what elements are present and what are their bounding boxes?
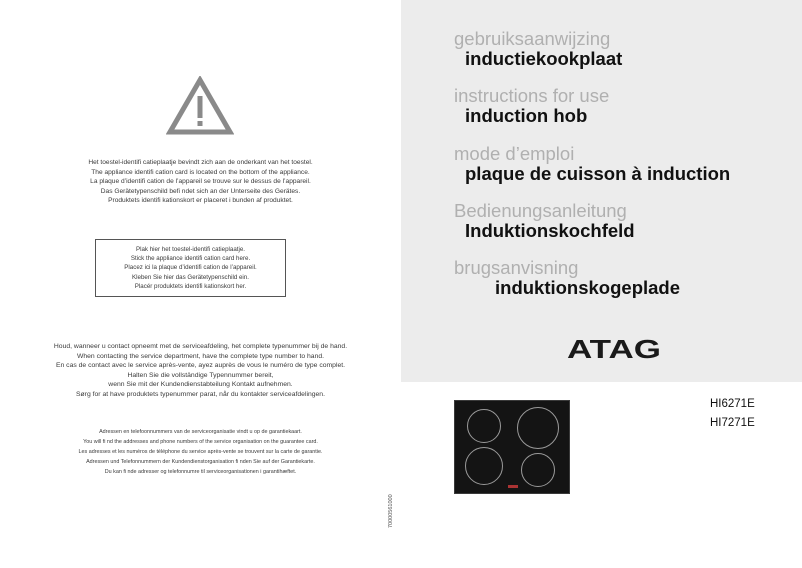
sticker-line: Stick the appliance identifi cation card here. — [130, 255, 251, 263]
manual-type: instructions for use — [454, 85, 610, 106]
product-name: Induktionskochfeld — [465, 220, 635, 241]
notice-line: Produktets identifi kationskort er placeret i bunden af produktet. — [108, 197, 293, 205]
cooking-zone — [517, 407, 559, 449]
model-number: HI6271E — [710, 398, 755, 410]
cooking-zone — [467, 409, 501, 443]
induction-hob-image — [454, 400, 570, 494]
cooking-zone — [465, 447, 503, 485]
contact-line: wenn Sie mit der Kundendienstabteilung Kontakt aufnehmen. — [108, 381, 293, 389]
product-name: inductiekookplaat — [465, 48, 623, 69]
notice-line: La plaque d’identifi cation de l’appareil se trouve sur le dessus de l’appareil. — [90, 178, 311, 186]
service-addresses-notice — [0, 427, 401, 477]
sticker-line: Plak hier het toestel-identifi catieplaatje. — [135, 246, 246, 253]
language-block-en — [454, 86, 609, 126]
contact-line: En cas de contact avec le service après-vente, ayez auprès de vous le numéro de type complet. — [55, 362, 346, 370]
contact-line: Houd, wanneer u contact opneemt met de serviceafdeling, het complete typenummer bij de hand. — [53, 343, 348, 350]
sticker-line: Placér produktets identifi kationskort her. — [134, 282, 247, 290]
product-name: induktionskogeplade — [495, 277, 681, 298]
document-code: 70000561000 — [388, 494, 394, 528]
contact-line: Halten Sie die vollständige Typennummer bereit, — [127, 371, 274, 379]
warning-triangle-icon — [166, 76, 234, 136]
atag-logo — [566, 336, 662, 362]
service-contact-notice — [0, 342, 401, 400]
svg-text:ATAG: ATAG — [567, 336, 661, 362]
notice-line: Das Gerätetypenschild befi ndet sich an der Unterseite des Gerätes. — [100, 187, 301, 195]
address-line: You will fi nd the addresses and phone numbers of the service organisation on the guarantee card. — [83, 439, 318, 445]
manual-type: mode d’emploi — [454, 143, 575, 164]
manual-type: gebruiksaanwijzing — [454, 28, 611, 49]
product-name: induction hob — [465, 105, 588, 126]
product-name: plaque de cuisson à induction — [465, 163, 731, 184]
address-line: Adressen en telefoonnummers van de serviceorganisatie vindt u op de garantiekaart. — [99, 429, 302, 435]
address-line: Du kan fi nde adresser og telefonnumre til serviceorganisationen i garantihæftet. — [104, 469, 297, 475]
language-block-de — [454, 201, 635, 241]
manual-type: brugsanvisning — [454, 257, 579, 278]
contact-line: When contacting the service department, have the complete type number to hand. — [76, 352, 325, 360]
id-card-sticker-box — [95, 239, 286, 297]
language-block-da — [454, 258, 680, 298]
cooking-zone — [521, 453, 555, 487]
model-number: HI7271E — [710, 417, 755, 429]
language-block-fr — [454, 144, 730, 184]
language-block-nl — [454, 29, 622, 69]
id-card-notice — [0, 158, 401, 206]
sticker-line: Kleben Sie hier das Gerätetypenschild ein. — [132, 273, 249, 281]
manual-type: Bedienungsanleitung — [454, 200, 627, 221]
address-line: Les adresses et les numéros de téléphone du service après-vente se trouvent sur la carte de garantie. — [78, 449, 323, 455]
address-line: Adressen und Telefonnummern der Kundendienstorganisation fi nden Sie auf der Garantiekarte. — [86, 459, 315, 465]
contact-line: Sørg for at have produktets typenummer parat, når du kontakter serviceafdelingen. — [76, 390, 325, 398]
control-indicator — [508, 485, 518, 488]
notice-line: Het toestel-identifi catieplaatje bevindt zich aan de onderkant van het toestel. — [88, 159, 313, 166]
sticker-line: Placez ici la plaque d’identifi cation de l’appareil. — [124, 264, 257, 272]
notice-line: The appliance identifi cation card is located on the bottom of the appliance. — [91, 168, 310, 176]
